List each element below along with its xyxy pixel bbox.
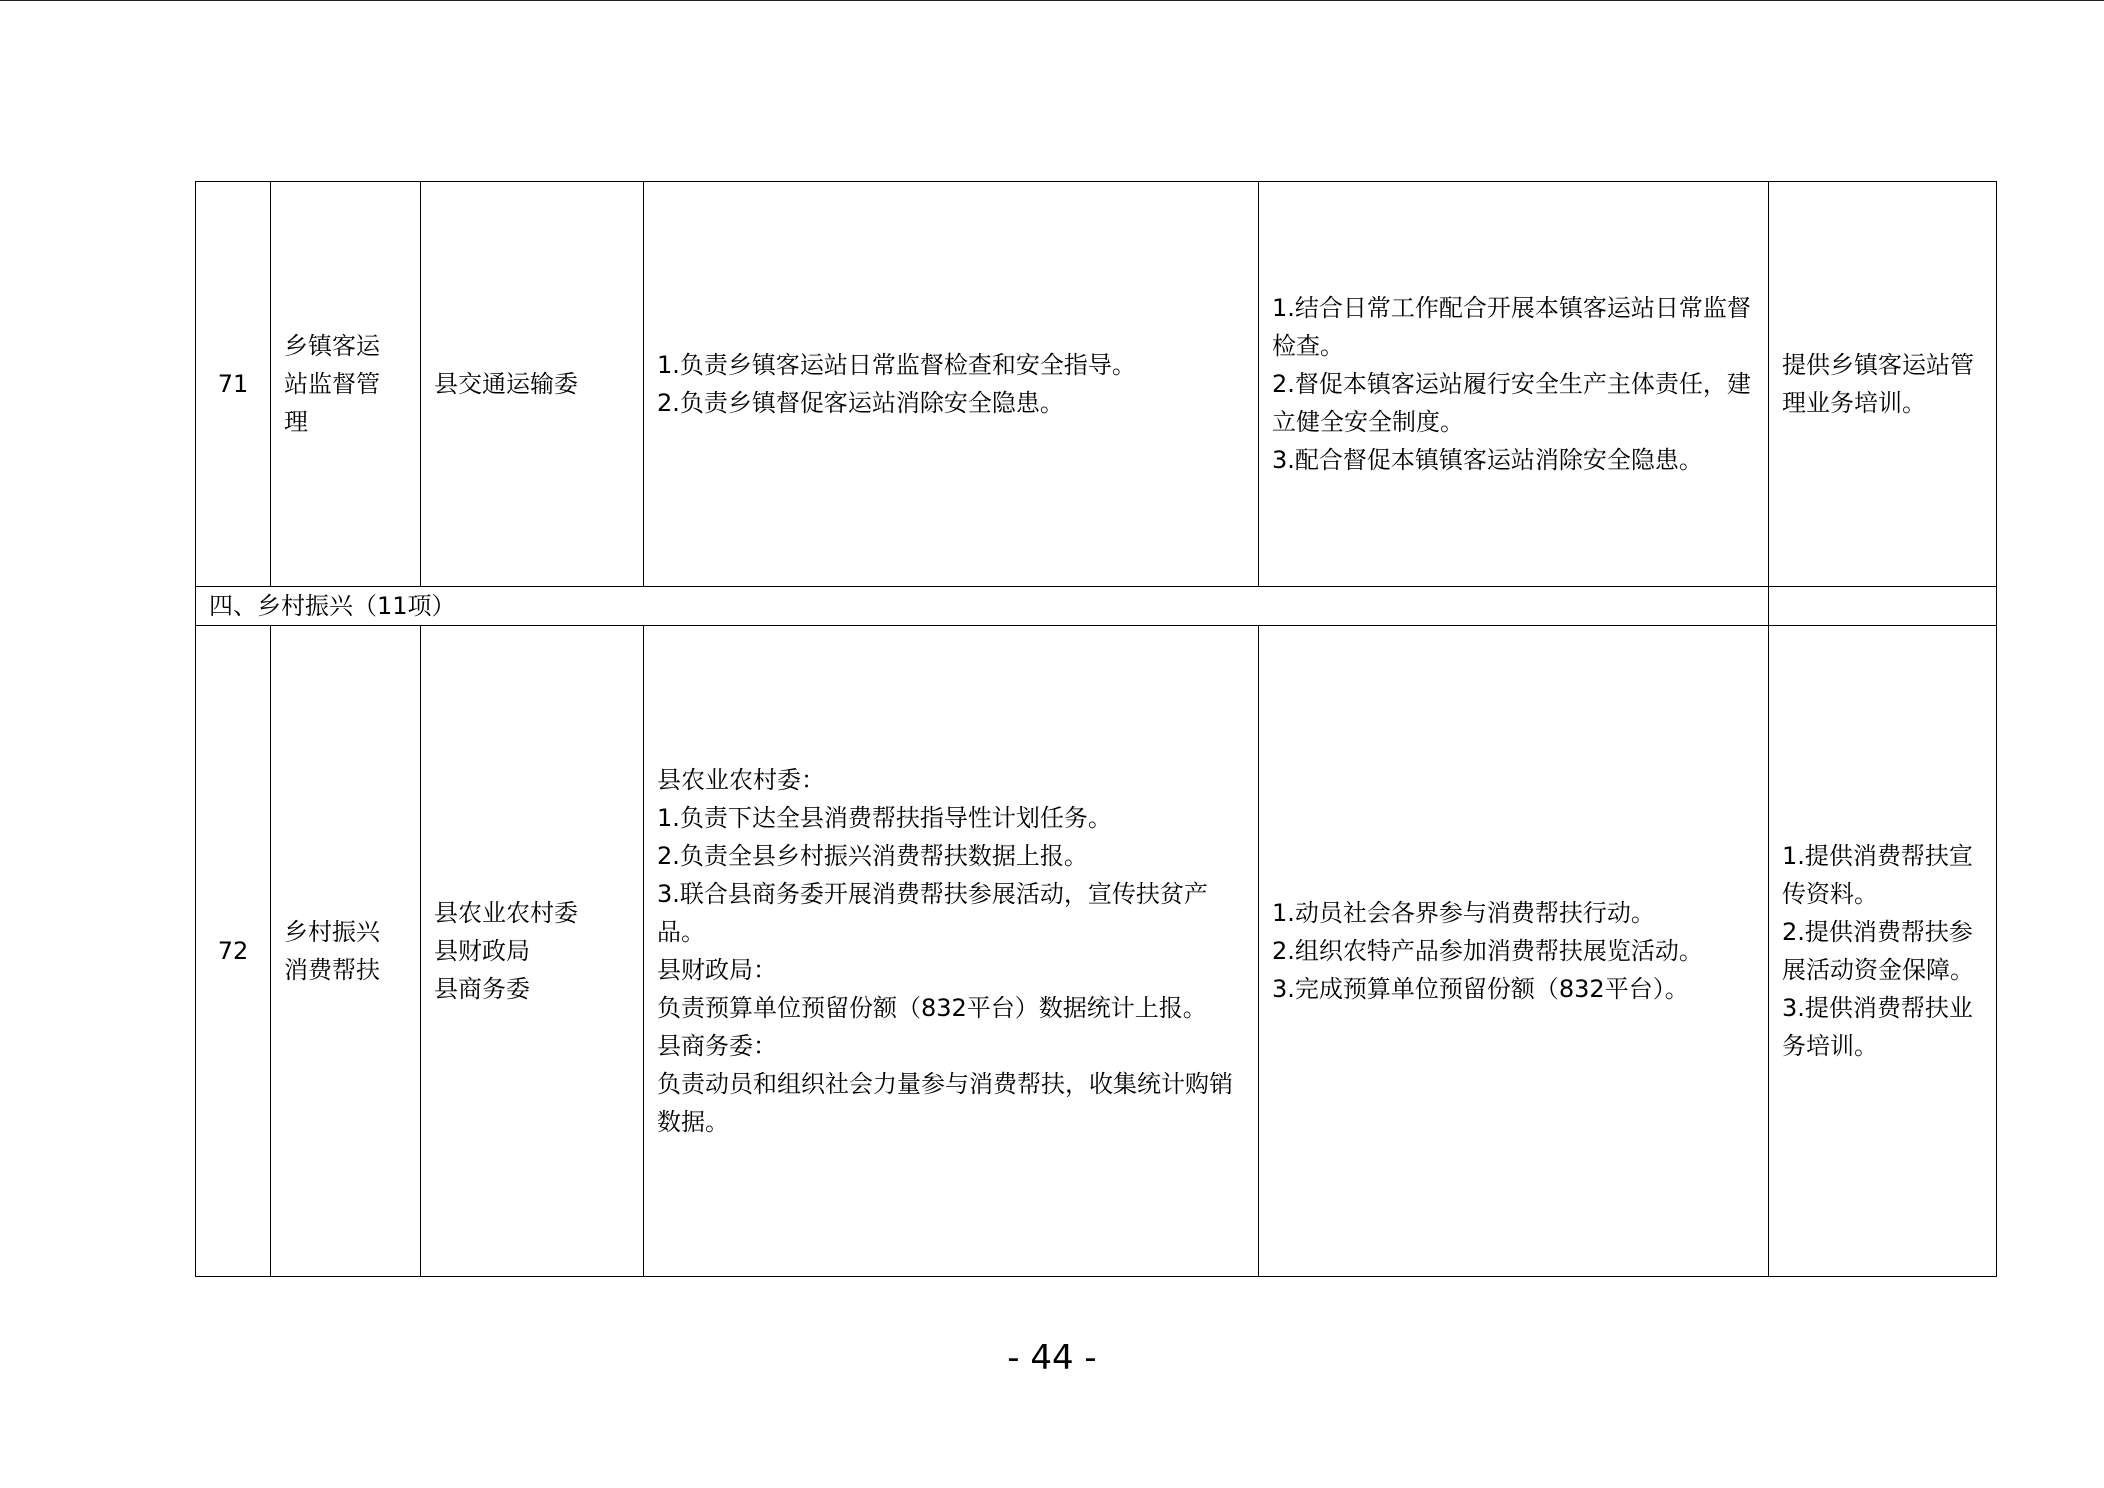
duty-line: 县农业农村委：: [657, 766, 825, 794]
support-line: 提供乡镇客运站管理业务培训。: [1782, 351, 1974, 417]
support-line: 2.提供消费帮扶参展活动资金保障。: [1782, 918, 1974, 984]
duty-line: 负责预算单位预留份额（832平台）数据统计上报。: [657, 994, 1207, 1022]
row-number: [196, 182, 271, 587]
item-name-line: 消费帮扶: [284, 956, 380, 984]
section-title: 四、乡村振兴（11项）: [209, 592, 456, 620]
support-line: 1.提供消费帮扶宣传资料。: [1782, 842, 1973, 908]
department-line: 县农业农村委: [434, 899, 578, 927]
item-name-cell: [271, 182, 421, 587]
department-duty-cell: [644, 626, 1259, 1277]
table-row: [196, 182, 1997, 587]
item-name-line: 乡镇客运: [284, 332, 380, 360]
support-cell: [1769, 626, 1997, 1277]
duty-line: 县商务委：: [657, 1032, 777, 1060]
duty-line: 1.动员社会各界参与消费帮扶行动。: [1272, 899, 1655, 927]
duty-table: [195, 181, 1997, 1277]
department-line: 县交通运输委: [434, 370, 578, 398]
department-line: 县商务委: [434, 975, 530, 1003]
department-cell: [421, 182, 644, 587]
duty-line: 2.负责乡镇督促客运站消除安全隐患。: [657, 389, 1064, 417]
duty-line: 1.负责乡镇客运站日常监督检查和安全指导。: [657, 351, 1136, 379]
row-number-text: 71: [217, 370, 249, 398]
page-number: - 44 -: [1007, 1338, 1097, 1378]
support-cell: [1769, 182, 1997, 587]
row-number-text: 72: [217, 937, 249, 965]
duty-line: 1.负责下达全县消费帮扶指导性计划任务。: [657, 804, 1112, 832]
duty-line: 负责动员和组织社会力量参与消费帮扶，收集统计购销数据。: [657, 1070, 1233, 1136]
item-name-line: 乡村振兴: [284, 918, 380, 946]
duty-line: 3.联合县商务委开展消费帮扶参展活动，宣传扶贫产品。: [657, 880, 1208, 946]
top-border-line: [0, 0, 2104, 1]
duty-line: 2.负责全县乡村振兴消费帮扶数据上报。: [657, 842, 1088, 870]
section-empty-cell: [1769, 587, 1997, 626]
town-duty-cell: [1259, 182, 1769, 587]
section-row: [196, 587, 1997, 626]
duty-line: 2.组织农特产品参加消费帮扶展览活动。: [1272, 937, 1703, 965]
row-number: [196, 626, 271, 1277]
item-name-cell: [271, 626, 421, 1277]
duty-line: 县财政局：: [657, 956, 777, 984]
section-title-cell: [196, 587, 1769, 626]
duty-line: 1.结合日常工作配合开展本镇客运站日常监督检查。: [1272, 294, 1751, 360]
duty-line: 3.完成预算单位预留份额（832平台）。: [1272, 975, 1689, 1003]
department-duty-cell: [644, 182, 1259, 587]
support-line: 3.提供消费帮扶业务培训。: [1782, 994, 1973, 1060]
duty-line: 3.配合督促本镇镇客运站消除安全隐患。: [1272, 446, 1703, 474]
table-row: [196, 626, 1997, 1277]
town-duty-cell: [1259, 626, 1769, 1277]
department-line: 县财政局: [434, 937, 530, 965]
duty-line: 2.督促本镇客运站履行安全生产主体责任，建立健全安全制度。: [1272, 370, 1751, 436]
item-name-line: 理: [284, 408, 308, 436]
department-cell: [421, 626, 644, 1277]
item-name-line: 站监督管: [284, 370, 380, 398]
